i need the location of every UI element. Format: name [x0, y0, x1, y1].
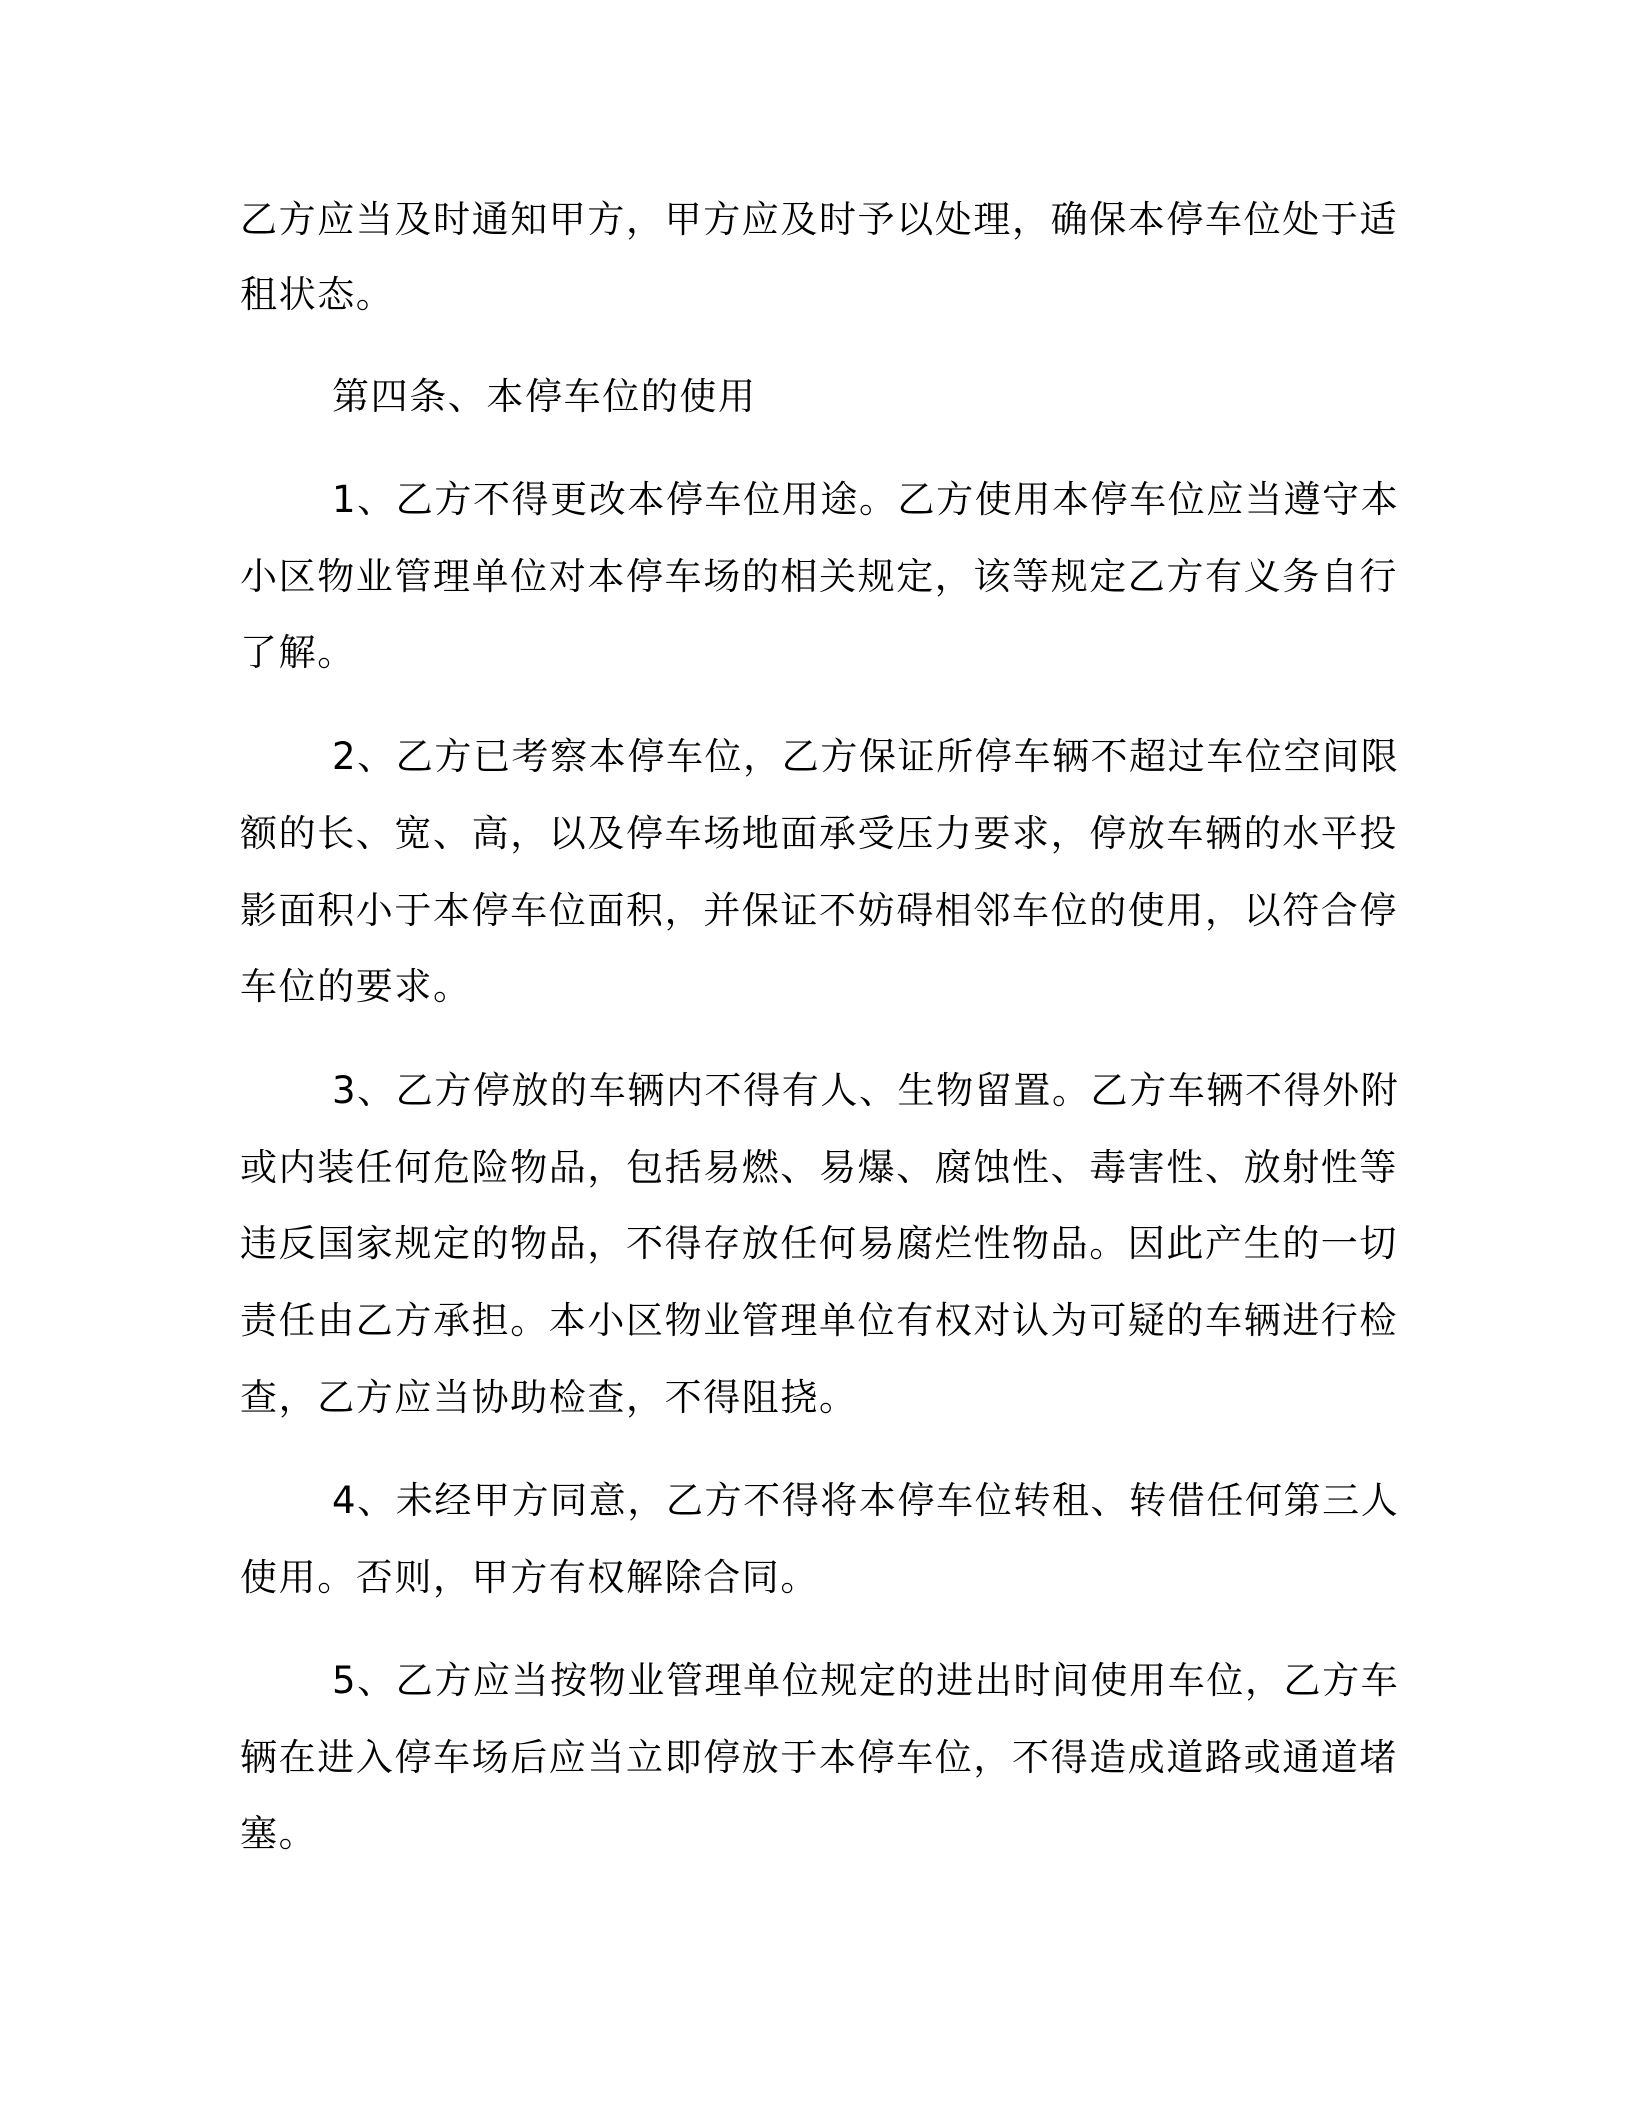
text-line: 4、未经甲方同意，乙方不得将本停车位转租、转借任何第三人 — [332, 1479, 1400, 1522]
text-line: 2、乙方已考察本停车位，乙方保证所停车辆不超过车位空间限 — [332, 735, 1400, 778]
text-line: 违反国家规定的物品，不得存放任何易腐烂性物品。因此产生的一切 — [240, 1222, 1398, 1265]
text-line: 1、乙方不得更改本停车位用途。乙方使用本停车位应当遵守本 — [332, 478, 1400, 521]
text-line: 影面积小于本停车位面积，并保证不妨碍相邻车位的使用，以符合停 — [240, 889, 1398, 932]
text-line: 小区物业管理单位对本停车场的相关规定，该等规定乙方有义务自行 — [240, 555, 1398, 598]
text-line: 3、乙方停放的车辆内不得有人、生物留置。乙方车辆不得外附 — [332, 1069, 1400, 1112]
text-line: 租状态。 — [240, 273, 395, 316]
text-line: 使用。否则，甲方有权解除合同。 — [240, 1556, 819, 1599]
text-line: 塞。 — [240, 1812, 318, 1855]
text-line: 查，乙方应当协助检查，不得阻挠。 — [240, 1376, 858, 1419]
text-line: 辆在进入停车场后应当立即停放于本停车位，不得造成道路或通道堵 — [240, 1736, 1398, 1779]
section-heading: 第四条、本停车位的使用 — [332, 375, 757, 418]
text-line: 乙方应当及时通知甲方，甲方应及时予以处理，确保本停车位处于适 — [240, 198, 1398, 241]
text-line: 责任由乙方承担。本小区物业管理单位有权对认为可疑的车辆进行检 — [240, 1299, 1398, 1342]
text-line: 了解。 — [240, 631, 356, 674]
text-line: 额的长、宽、高，以及停车场地面承受压力要求，停放车辆的水平投 — [240, 812, 1398, 855]
text-line: 车位的要求。 — [240, 965, 472, 1008]
text-line: 或内装任何危险物品，包括易燃、易爆、腐蚀性、毒害性、放射性等 — [240, 1146, 1398, 1189]
text-line: 5、乙方应当按物业管理单位规定的进出时间使用车位，乙方车 — [332, 1659, 1400, 1702]
